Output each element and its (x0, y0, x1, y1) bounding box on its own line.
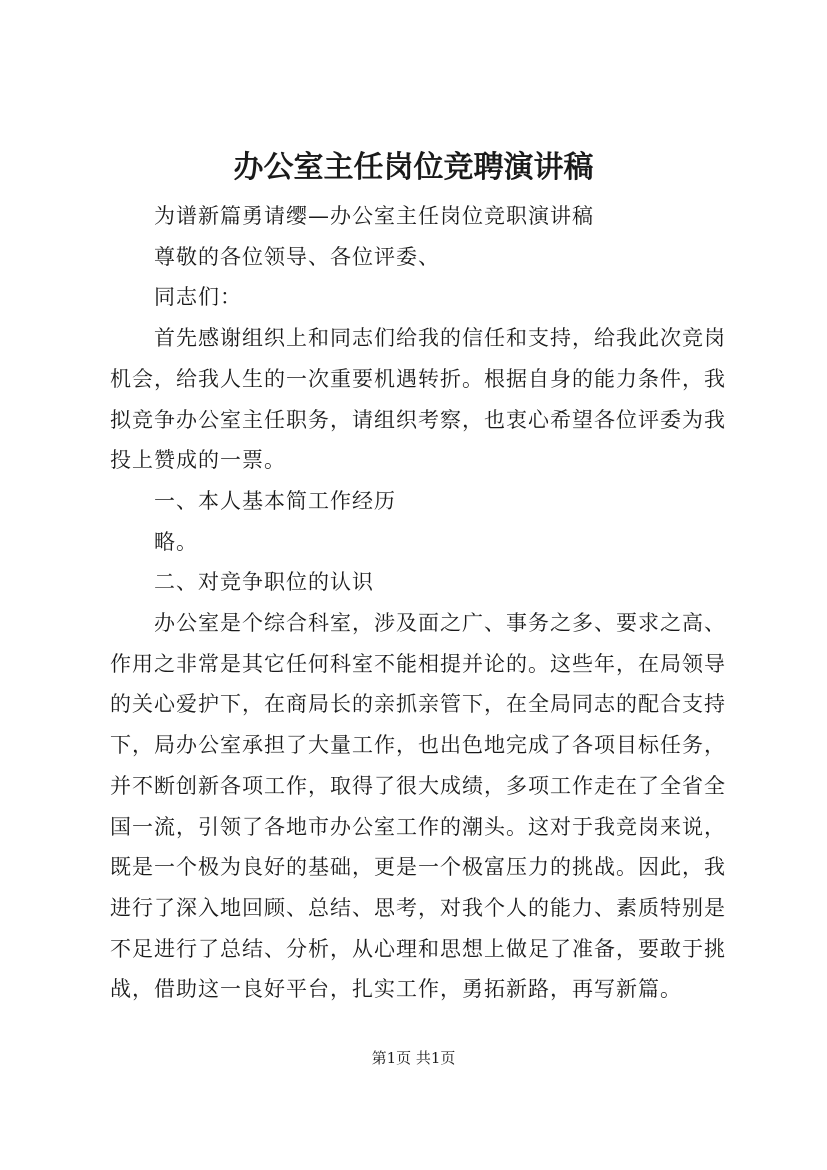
page-footer: 第1页 共1页 (371, 1049, 456, 1067)
document-body (110, 196, 740, 1010)
salutation-paragraph: 尊敬的各位领导、各位评委、 (154, 244, 440, 269)
document-title: 办公室主任岗位竞聘演讲稿 (233, 150, 594, 185)
salutation-continued-paragraph: 同志们： (154, 285, 242, 310)
section-heading-1: 一、本人基本简工作经历 (154, 488, 396, 513)
opening-paragraph: 首先感谢组织上和同志们给我的信任和支持，给我此次竞岗机会，给我人生的一次重要机遇转折。根据自身的能力条件，我拟竞争办公室主任职务，请组织考察，也衷心希望各位评委为我投上赞成的一票。 (110, 326, 726, 473)
section-2-paragraph: 办公室是个综合科室，涉及面之广、事务之多、要求之高、作用之非常是其它任何科室不能相提并论的。这些年，在局领导的关心爱护下，在商局长的亲抓亲管下，在全局同志的配合支持下，局办公室承担了大量工作，也出色地完成了各项目标任务，并不断创新各项工作，取得了很大成绩，多项工作走在了全省全国一流，引领了各地市办公室工作的潮头。这对于我竞岗来说，既是一个极为良好的基础，更是一个极富压力的挑战。因此，我进行了深入地回顾、总结、思考，对我个人的能力、素质特别是不足进行了总结、分析，从心理和思想上做足了准备，要敢于挑战，借助这一良好平台，扎实工作，勇拓新路，再写新篇。 (110, 611, 726, 1002)
section-1-paragraph: 略。 (154, 529, 198, 554)
subtitle-paragraph: 为谱新篇勇请缨—办公室主任岗位竞职演讲稿 (154, 204, 594, 228)
section-heading-2: 二、对竞争职位的认识 (154, 570, 374, 595)
